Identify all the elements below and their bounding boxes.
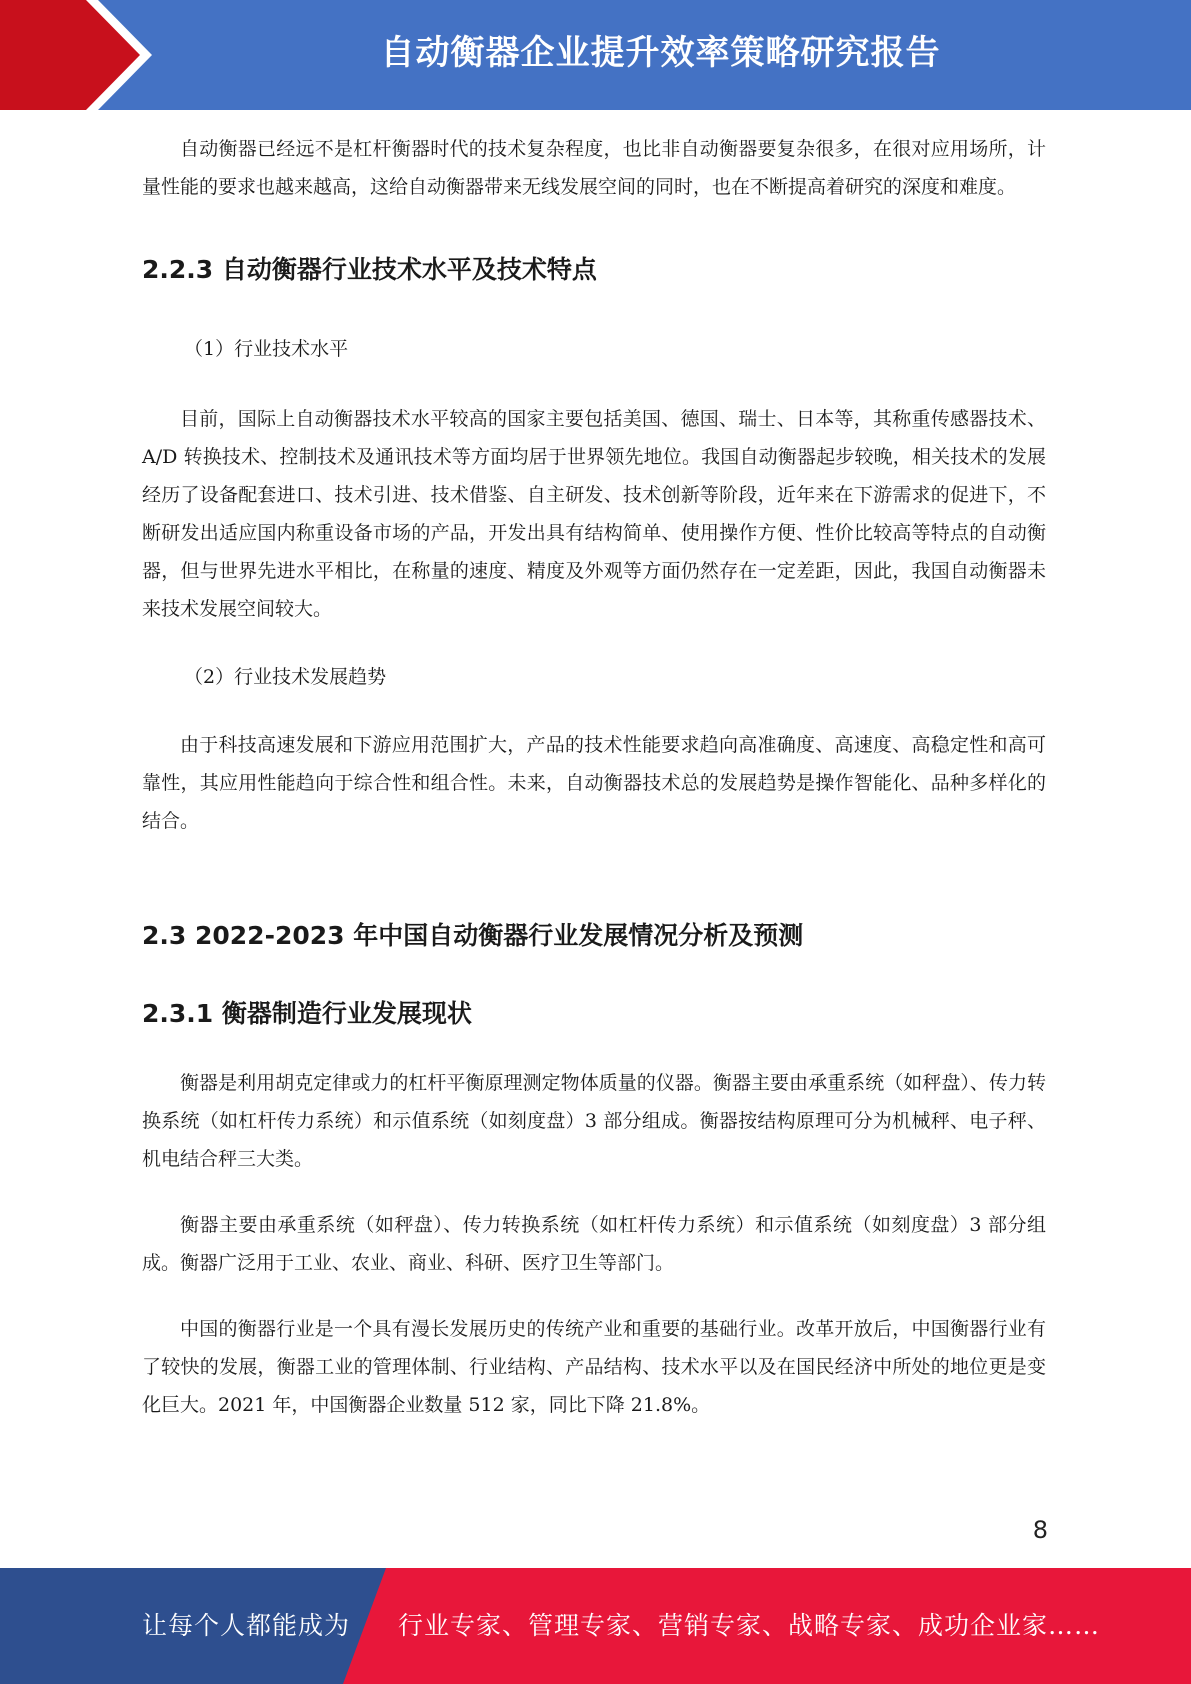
subheading-tech-level: （1）行业技术水平: [184, 338, 349, 360]
heading-2-3: 2.3 2022-2023 年中国自动衡器行业发展情况分析及预测: [142, 921, 804, 950]
heading-2-3-1: 2.3.1 衡器制造行业发展现状: [142, 999, 472, 1028]
tech-level-paragraph: 目前，国际上自动衡器技术水平较高的国家主要包括美国、德国、瑞士、日本等，其称重传感器技术、A/D 转换技术、控制技术及通讯技术等方面均居于世界领先地位。我国自动衡器起步较晚，相关技术的发展经历了设备配套进口、技术引进、技术借鉴、自主研发、技术创新等阶段，近年来在下游需求的促进下，不断研发出适应国内称重设备市场的产品，开发出具有结构简单、使用操作方便、性价比较高等特点的自动衡器，但与世界先进水平相比，在称量的速度、精度及外观等方面仍然存在一定差距，因此，我国自动衡器未来技术发展空间较大。: [142, 408, 1046, 620]
footer-slogan-right: 行业专家、管理专家、营销专家、战略专家、成功企业家……: [398, 1611, 1101, 1640]
header-chevron-icon: [0, 0, 140, 110]
footer-slogan-left: 让每个人都能成为: [142, 1611, 351, 1640]
heading-2-2-3: 2.2.3 自动衡器行业技术水平及技术特点: [142, 255, 597, 284]
tech-trend-paragraph: 由于科技高速发展和下游应用范围扩大，产品的技术性能要求趋向高准确度、高速度、高稳定性和高可靠性，其应用性能趋向于综合性和组合性。未来，自动衡器技术总的发展趋势是操作智能化、品种多样化的结合。: [142, 734, 1046, 832]
report-title: 自动衡器企业提升效率策略研究报告: [380, 33, 941, 73]
definition-paragraph: 衡器是利用胡克定律或力的杠杆平衡原理测定物体质量的仪器。衡器主要由承重系统（如秤盘）、传力转换系统（如杠杆传力系统）和示值系统（如刻度盘）3 部分组成。衡器按结构原理可分为机械秤、电子秤、机电结合秤三大类。: [142, 1072, 1046, 1170]
page-footer: [0, 1568, 1191, 1684]
page-content: [142, 130, 1046, 1424]
history-paragraph: 中国的衡器行业是一个具有漫长发展历史的传统产业和重要的基础行业。改革开放后，中国衡器行业有了较快的发展，衡器工业的管理体制、行业结构、产品结构、技术水平以及在国民经济中所处的地位更是变化巨大。2021 年，中国衡器企业数量 512 家，同比下降 21.8%。: [142, 1318, 1046, 1416]
page-header: [0, 0, 1191, 110]
page-number: 8: [1032, 1516, 1048, 1544]
components-paragraph: 衡器主要由承重系统（如秤盘）、传力转换系统（如杠杆传力系统）和示值系统（如刻度盘）3 部分组成。衡器广泛用于工业、农业、商业、科研、医疗卫生等部门。: [142, 1214, 1046, 1274]
subheading-tech-trend: （2）行业技术发展趋势: [184, 666, 387, 688]
intro-paragraph: 自动衡器已经远不是杠杆衡器时代的技术复杂程度，也比非自动衡器要复杂很多，在很对应用场所，计量性能的要求也越来越高，这给自动衡器带来无线发展空间的同时，也在不断提高着研究的深度和难度。: [142, 138, 1046, 198]
